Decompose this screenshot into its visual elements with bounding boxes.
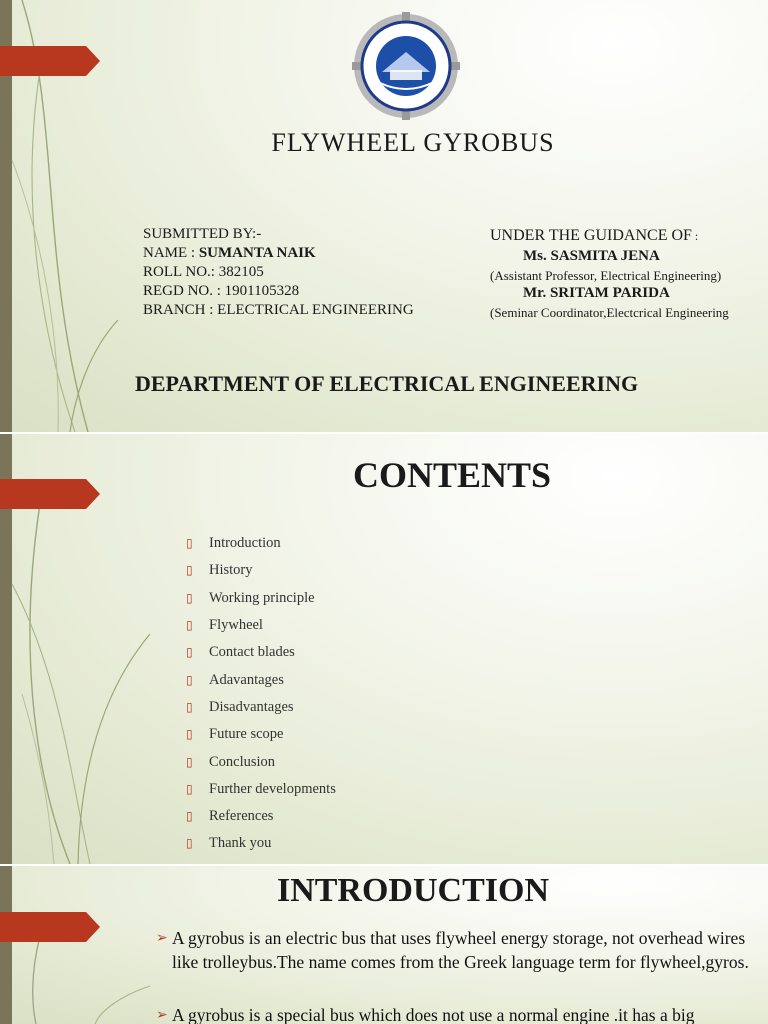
institute-logo — [352, 12, 460, 120]
list-item — [186, 830, 336, 857]
registration-number: REGD NO. : 1901105328 — [143, 283, 300, 299]
bullet-icon: ▯ — [186, 672, 193, 687]
guide1-name: Ms. SASMITA JENA — [523, 248, 660, 264]
bullet-icon: ▯ — [186, 590, 193, 605]
list-item-label: History — [209, 562, 253, 579]
list-item — [186, 748, 336, 775]
list-item-label: Adavantages — [209, 671, 284, 688]
introduction-slide — [0, 866, 768, 1024]
intro-paragraph — [156, 1003, 756, 1024]
bullet-icon: ▯ — [186, 699, 193, 714]
bullet-icon: ▯ — [186, 809, 193, 824]
guidance-label: UNDER THE GUIDANCE OF — [490, 227, 692, 244]
list-item — [186, 803, 336, 830]
guide2-role: (Seminar Coordinator,Electcrical Engineering — [490, 305, 729, 320]
guidance-heading — [490, 227, 698, 245]
list-item-label: Introduction — [209, 535, 281, 552]
list-item-label: Further developments — [209, 780, 336, 797]
introduction-title: INTRODUCTION — [276, 872, 550, 909]
list-item-label: Working principle — [209, 589, 315, 606]
bullet-icon: ▯ — [186, 645, 193, 660]
list-item — [186, 666, 336, 693]
paragraph-text: A gyrobus is a special bus which does not use a normal engine .it has a big — [172, 1005, 695, 1024]
contents-slide — [0, 434, 768, 864]
arrow-bullet-icon: ➢ — [156, 931, 168, 946]
list-item-label: Thank you — [209, 835, 272, 852]
student-name — [143, 245, 316, 262]
contents-title: CONTENTS — [352, 455, 552, 495]
bullet-icon: ▯ — [186, 618, 193, 633]
arrow-bullet-icon: ➢ — [156, 1008, 168, 1023]
list-item-label: Future scope — [209, 726, 284, 743]
guidance-colon: : — [691, 229, 699, 243]
list-item — [186, 612, 336, 639]
guide1-role: (Assistant Professor, Electrical Engineering) — [490, 268, 722, 283]
list-item — [186, 530, 336, 557]
presentation-title: FLYWHEEL GYROBUS — [271, 128, 555, 157]
bullet-icon: ▯ — [186, 563, 193, 578]
name-label: NAME : — [143, 245, 199, 261]
list-item — [186, 721, 336, 748]
guide2-name: Mr. SRITAM PARIDA — [523, 285, 670, 301]
roll-number: ROLL NO.: 382105 — [143, 264, 264, 280]
list-item-label: References — [209, 808, 274, 825]
submitted-by-label: SUBMITTED BY:- — [143, 226, 262, 242]
list-item-label: Contact blades — [209, 644, 295, 661]
list-item — [186, 776, 336, 803]
intro-paragraph — [156, 926, 756, 974]
branch: BRANCH : ELECTRICAL ENGINEERING — [143, 302, 414, 318]
list-item — [186, 694, 336, 721]
contents-list — [186, 530, 336, 858]
list-item — [186, 557, 336, 584]
list-item — [186, 639, 336, 666]
bullet-icon: ▯ — [186, 781, 193, 796]
red-ribbon — [0, 912, 100, 942]
department-title: DEPARTMENT OF ELECTRICAL ENGINEERING — [135, 371, 639, 396]
list-item-label: Flywheel — [209, 617, 263, 634]
bullet-icon: ▯ — [186, 754, 193, 769]
name-value: SUMANTA NAIK — [198, 245, 316, 261]
bullet-icon: ▯ — [186, 836, 193, 851]
list-item-label: Disadvantages — [209, 698, 294, 715]
red-ribbon — [0, 46, 100, 76]
bullet-icon: ▯ — [186, 727, 193, 742]
list-item — [186, 585, 336, 612]
title-slide — [0, 0, 768, 432]
list-item-label: Conclusion — [209, 753, 276, 770]
bullet-icon: ▯ — [186, 536, 193, 551]
paragraph-text: A gyrobus is an electric bus that uses flywheel energy storage, not overhead wires like trolleybus.The name comes from the Greek language term for flywheel,gyros. — [172, 928, 749, 972]
